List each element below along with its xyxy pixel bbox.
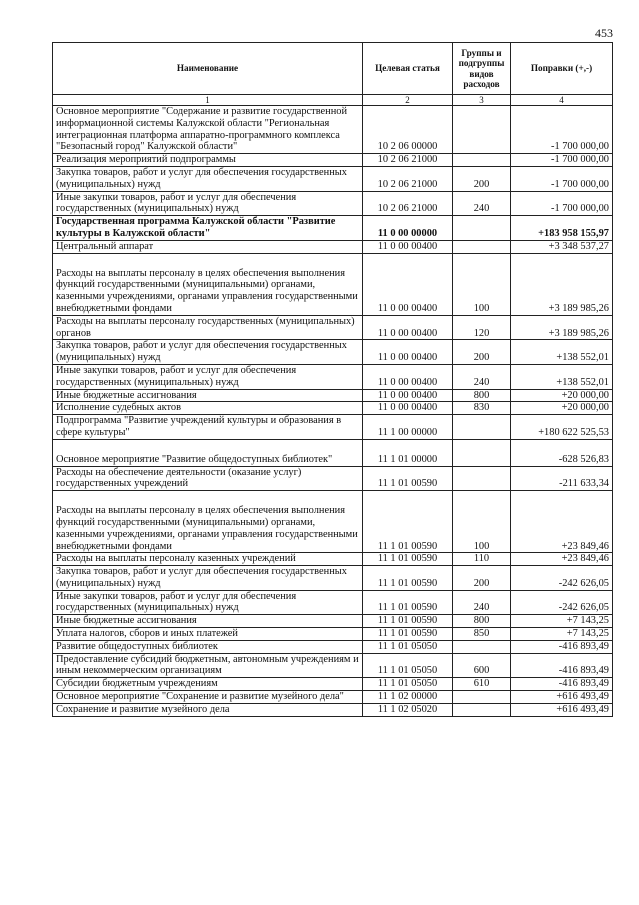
row-group xyxy=(453,703,511,716)
table-row xyxy=(53,191,613,216)
row-amount: +138 552,01 xyxy=(511,364,613,389)
row-group: 100 xyxy=(453,253,511,315)
table-row xyxy=(53,240,613,253)
row-group xyxy=(453,466,511,491)
row-name: Закупка товаров, работ и услуг для обеспечения государственных (муниципальных) нужд xyxy=(53,566,363,591)
row-group xyxy=(453,154,511,167)
row-group: 610 xyxy=(453,678,511,691)
row-group: 200 xyxy=(453,340,511,365)
row-name: Предоставление субсидий бюджетным, автономным учреждениям и иным некоммерческим организациям xyxy=(53,653,363,678)
column-number: 2 xyxy=(363,95,453,106)
row-code: 11 1 01 00590 xyxy=(363,628,453,641)
row-code: 11 1 01 00590 xyxy=(363,615,453,628)
row-amount: +180 622 525,53 xyxy=(511,415,613,440)
row-name: Иные закупки товаров, работ и услуг для обеспечения государственных (муниципальных) нужд xyxy=(53,364,363,389)
row-code: 11 1 02 05020 xyxy=(363,703,453,716)
row-group: 240 xyxy=(453,191,511,216)
row-code: 11 0 00 00400 xyxy=(363,402,453,415)
row-amount: -1 700 000,00 xyxy=(511,106,613,154)
row-group: 100 xyxy=(453,491,511,553)
row-amount: +616 493,49 xyxy=(511,703,613,716)
row-name: Уплата налогов, сборов и иных платежей xyxy=(53,628,363,641)
row-code: 11 1 01 00590 xyxy=(363,590,453,615)
row-name: Основное мероприятие "Содержание и развитие государственной информационной системы Калужской области "Региональная интеграционная платформа аппаратно-программного комплекса "Безопасный город" Калужской области" xyxy=(53,106,363,154)
table-row xyxy=(53,466,613,491)
row-code: 11 1 01 00590 xyxy=(363,553,453,566)
row-code: 10 2 06 00000 xyxy=(363,106,453,154)
row-group: 830 xyxy=(453,402,511,415)
row-amount: +7 143,25 xyxy=(511,615,613,628)
row-group xyxy=(453,240,511,253)
row-group xyxy=(453,691,511,704)
table-row xyxy=(53,166,613,191)
row-code: 11 1 01 05050 xyxy=(363,640,453,653)
row-code: 10 2 06 21000 xyxy=(363,191,453,216)
row-code: 11 1 01 00590 xyxy=(363,566,453,591)
row-amount: -211 633,34 xyxy=(511,466,613,491)
header-amount: Поправки (+,-) xyxy=(511,43,613,95)
row-group: 110 xyxy=(453,553,511,566)
row-amount: +3 189 985,26 xyxy=(511,315,613,340)
table-row xyxy=(53,590,613,615)
row-group: 240 xyxy=(453,364,511,389)
table-row xyxy=(53,154,613,167)
row-group: 200 xyxy=(453,566,511,591)
row-name: Основное мероприятие "Сохранение и развитие музейного дела" xyxy=(53,691,363,704)
row-code: 11 0 00 00400 xyxy=(363,253,453,315)
row-code: 11 0 00 00000 xyxy=(363,216,453,241)
table-row xyxy=(53,615,613,628)
header-code: Целевая статья xyxy=(363,43,453,95)
row-group: 120 xyxy=(453,315,511,340)
row-group xyxy=(453,640,511,653)
row-name: Расходы на обеспечение деятельности (оказание услуг) государственных учреждений xyxy=(53,466,363,491)
row-code: 11 0 00 00400 xyxy=(363,315,453,340)
row-name: Реализация мероприятий подпрограммы xyxy=(53,154,363,167)
row-group: 850 xyxy=(453,628,511,641)
table-row xyxy=(53,364,613,389)
column-number: 4 xyxy=(511,95,613,106)
row-group xyxy=(453,415,511,440)
row-amount: -242 626,05 xyxy=(511,566,613,591)
row-amount: +20 000,00 xyxy=(511,402,613,415)
row-group: 800 xyxy=(453,615,511,628)
row-code: 11 1 01 05050 xyxy=(363,653,453,678)
table-row xyxy=(53,703,613,716)
row-group xyxy=(453,216,511,241)
row-name: Иные бюджетные ассигнования xyxy=(53,389,363,402)
row-name: Расходы на выплаты персоналу в целях обеспечения выполнения функций государственными (муниципальными) органами, казенными учреждениями, органами управления государственными внебюджетными фондами xyxy=(53,491,363,553)
row-amount: -242 626,05 xyxy=(511,590,613,615)
table-row xyxy=(53,402,613,415)
row-group: 800 xyxy=(453,389,511,402)
row-name: Развитие общедоступных библиотек xyxy=(53,640,363,653)
page-number: 453 xyxy=(595,26,613,40)
table-row xyxy=(53,340,613,365)
table-row xyxy=(53,315,613,340)
table-row xyxy=(53,439,613,466)
row-group xyxy=(453,439,511,466)
row-amount: +23 849,46 xyxy=(511,491,613,553)
row-name: Основное мероприятие "Развитие общедоступных библиотек" xyxy=(53,439,363,466)
row-name: Субсидии бюджетным учреждениям xyxy=(53,678,363,691)
header-name: Наименование xyxy=(53,43,363,95)
table-row xyxy=(53,640,613,653)
row-name: Центральный аппарат xyxy=(53,240,363,253)
row-group: 240 xyxy=(453,590,511,615)
row-amount: +183 958 155,97 xyxy=(511,216,613,241)
table-row xyxy=(53,415,613,440)
row-amount: +7 143,25 xyxy=(511,628,613,641)
row-code: 11 0 00 00400 xyxy=(363,364,453,389)
row-name: Исполнение судебных актов xyxy=(53,402,363,415)
row-code: 11 1 02 00000 xyxy=(363,691,453,704)
row-code: 11 1 01 05050 xyxy=(363,678,453,691)
row-amount: +23 849,46 xyxy=(511,553,613,566)
row-code: 11 1 01 00590 xyxy=(363,466,453,491)
table-row xyxy=(53,653,613,678)
row-name: Расходы на выплаты персоналу казенных учреждений xyxy=(53,553,363,566)
column-number: 1 xyxy=(53,95,363,106)
row-name: Государственная программа Калужской области "Развитие культуры в Калужской области" xyxy=(53,216,363,241)
table-row xyxy=(53,553,613,566)
row-name: Расходы на выплаты персоналу в целях обеспечения выполнения функций государственными (муниципальными) органами, казенными учреждениями, органами управления государственными внебюджетными фондами xyxy=(53,253,363,315)
row-name: Иные закупки товаров, работ и услуг для обеспечения государственных (муниципальных) нужд xyxy=(53,590,363,615)
row-group xyxy=(453,106,511,154)
row-code: 11 1 01 00000 xyxy=(363,439,453,466)
column-number-row xyxy=(53,95,613,106)
row-name: Сохранение и развитие музейного дела xyxy=(53,703,363,716)
row-amount: -628 526,83 xyxy=(511,439,613,466)
row-amount: -1 700 000,00 xyxy=(511,191,613,216)
table-row xyxy=(53,628,613,641)
row-name: Иные закупки товаров, работ и услуг для обеспечения государственных (муниципальных) нужд xyxy=(53,191,363,216)
table-row xyxy=(53,253,613,315)
budget-table xyxy=(52,42,613,717)
row-name: Закупка товаров, работ и услуг для обеспечения государственных (муниципальных) нужд xyxy=(53,166,363,191)
row-name: Подпрограмма "Развитие учреждений культуры и образования в сфере культуры" xyxy=(53,415,363,440)
row-code: 10 2 06 21000 xyxy=(363,154,453,167)
row-amount: -1 700 000,00 xyxy=(511,166,613,191)
row-name: Закупка товаров, работ и услуг для обеспечения государственных (муниципальных) нужд xyxy=(53,340,363,365)
header-row xyxy=(53,43,613,95)
row-amount: +3 348 537,27 xyxy=(511,240,613,253)
row-amount: +3 189 985,26 xyxy=(511,253,613,315)
row-amount: -416 893,49 xyxy=(511,678,613,691)
table-row xyxy=(53,678,613,691)
row-code: 10 2 06 21000 xyxy=(363,166,453,191)
row-amount: -416 893,49 xyxy=(511,640,613,653)
row-amount: +20 000,00 xyxy=(511,389,613,402)
table-row xyxy=(53,566,613,591)
table-row xyxy=(53,106,613,154)
column-number: 3 xyxy=(453,95,511,106)
row-amount: +616 493,49 xyxy=(511,691,613,704)
row-group: 600 xyxy=(453,653,511,678)
table-row xyxy=(53,389,613,402)
row-code: 11 1 01 00590 xyxy=(363,491,453,553)
table-row xyxy=(53,216,613,241)
row-amount: +138 552,01 xyxy=(511,340,613,365)
row-amount: -416 893,49 xyxy=(511,653,613,678)
row-name: Иные бюджетные ассигнования xyxy=(53,615,363,628)
table-row xyxy=(53,691,613,704)
row-code: 11 1 00 00000 xyxy=(363,415,453,440)
row-amount: -1 700 000,00 xyxy=(511,154,613,167)
row-group: 200 xyxy=(453,166,511,191)
row-name: Расходы на выплаты персоналу государственных (муниципальных) органов xyxy=(53,315,363,340)
row-code: 11 0 00 00400 xyxy=(363,389,453,402)
table-body xyxy=(53,106,613,717)
header-group: Группы и подгруппы видов расходов xyxy=(453,43,511,95)
row-code: 11 0 00 00400 xyxy=(363,340,453,365)
row-code: 11 0 00 00400 xyxy=(363,240,453,253)
table-row xyxy=(53,491,613,553)
